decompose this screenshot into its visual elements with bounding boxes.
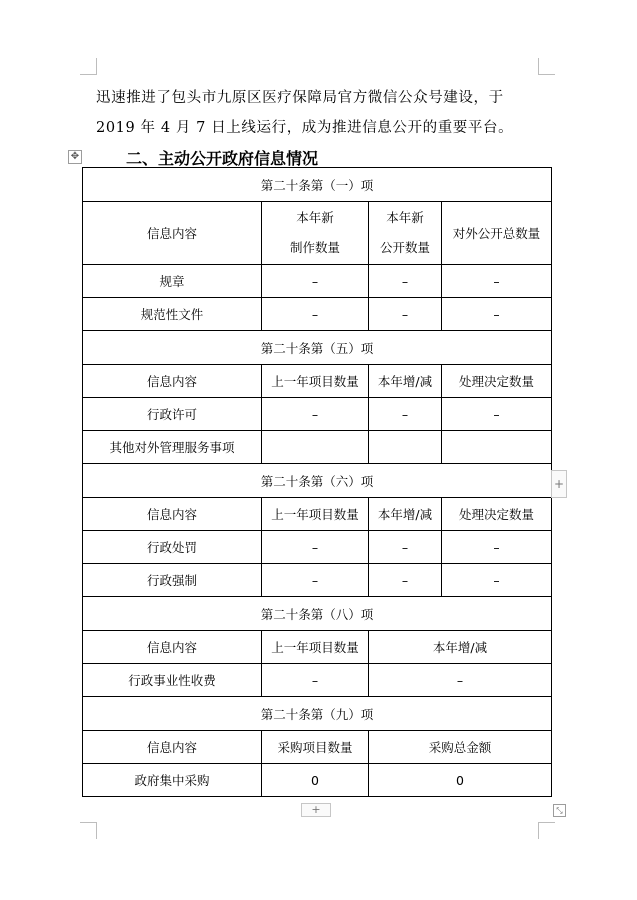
section-title: 第二十条第（八）项: [83, 597, 552, 631]
header-cell: 处理决定数量: [442, 498, 552, 531]
section-row: [83, 597, 552, 631]
header-cell: [262, 202, 369, 265]
cell-value: –: [369, 664, 552, 697]
cell-value: 0: [369, 764, 552, 797]
table-row: [83, 265, 552, 298]
row-label: 行政处罚: [83, 531, 262, 564]
section-row: [83, 697, 552, 731]
header-row: [83, 731, 552, 764]
cell-value: –: [262, 664, 369, 697]
row-label: 其他对外管理服务事项: [83, 431, 262, 464]
cell-value: 0: [262, 764, 369, 797]
header-cell: 上一年项目数量: [262, 631, 369, 664]
header-cell-line: 公开数量: [379, 240, 430, 255]
section-title: 第二十条第（五）项: [83, 331, 552, 365]
header-cell: 信息内容: [83, 631, 262, 664]
header-cell-line: 本年新: [386, 210, 424, 225]
section-title: 第二十条第（六）项: [83, 464, 552, 498]
cell-value: –: [262, 564, 369, 597]
cell-value: –: [262, 531, 369, 564]
header-cell: 上一年项目数量: [262, 365, 369, 398]
section-heading: 二、主动公开政府信息情况: [126, 149, 319, 168]
table-resize-handle-icon[interactable]: ⤡: [553, 804, 566, 817]
header-cell: 对外公开总数量: [442, 202, 552, 265]
intro-line-1: 迅速推进了包头市九原区医疗保障局官方微信公众号建设，于: [96, 90, 504, 106]
header-cell: 处理决定数量: [442, 365, 552, 398]
section-row: [83, 331, 552, 365]
header-cell: 采购总金额: [369, 731, 552, 764]
cell-value: –: [369, 265, 442, 298]
table-row: [83, 664, 552, 697]
header-row: [83, 365, 552, 398]
header-cell: 本年增/减: [369, 498, 442, 531]
header-row: [83, 202, 552, 265]
table-row: [83, 564, 552, 597]
table-row: [83, 531, 552, 564]
cell-value: –: [369, 398, 442, 431]
disclosure-table: [82, 167, 552, 797]
cell-value: –: [262, 298, 369, 331]
row-label: 政府集中采购: [83, 764, 262, 797]
header-cell-line: 制作数量: [289, 240, 340, 255]
cell-value: –: [442, 564, 552, 597]
crop-mark-bottom-right: [538, 822, 555, 839]
header-cell: 采购项目数量: [262, 731, 369, 764]
cell-value: –: [369, 531, 442, 564]
crop-mark-top-right: [538, 58, 555, 75]
row-label: 行政强制: [83, 564, 262, 597]
header-cell: 信息内容: [83, 731, 262, 764]
section-title: 第二十条第（一）项: [83, 168, 552, 202]
cell-value: [442, 431, 552, 464]
cell-value: –: [442, 298, 552, 331]
section-row: [83, 168, 552, 202]
cell-value: –: [369, 298, 442, 331]
header-cell: 上一年项目数量: [262, 498, 369, 531]
header-cell: 本年增/减: [369, 631, 552, 664]
intro-line-2: 2019 年 4 月 7 日上线运行，成为推进信息公开的重要平台。: [96, 120, 514, 136]
header-cell: 本年增/减: [369, 365, 442, 398]
row-label: 规章: [83, 265, 262, 298]
table-row: [83, 764, 552, 797]
header-row: [83, 631, 552, 664]
header-cell: 信息内容: [83, 365, 262, 398]
header-cell: [369, 202, 442, 265]
table-row: [83, 398, 552, 431]
table-move-handle-icon[interactable]: ✥: [68, 150, 82, 164]
cell-value: –: [262, 398, 369, 431]
table-row: [83, 431, 552, 464]
header-cell: 信息内容: [83, 498, 262, 531]
row-label: 规范性文件: [83, 298, 262, 331]
cell-value: –: [442, 265, 552, 298]
section-title: 第二十条第（九）项: [83, 697, 552, 731]
cell-value: –: [442, 531, 552, 564]
cell-value: [262, 431, 369, 464]
table-row: [83, 298, 552, 331]
cell-value: –: [369, 564, 442, 597]
section-row: [83, 464, 552, 498]
cell-value: [369, 431, 442, 464]
add-row-icon[interactable]: +: [301, 803, 331, 817]
crop-mark-bottom-left: [80, 822, 97, 839]
add-column-icon[interactable]: +: [551, 470, 567, 498]
cell-value: –: [442, 398, 552, 431]
cell-value: –: [262, 265, 369, 298]
row-label: 行政事业性收费: [83, 664, 262, 697]
header-row: [83, 498, 552, 531]
crop-mark-top-left: [80, 58, 97, 75]
header-cell-line: 本年新: [296, 210, 334, 225]
header-cell: 信息内容: [83, 202, 262, 265]
row-label: 行政许可: [83, 398, 262, 431]
